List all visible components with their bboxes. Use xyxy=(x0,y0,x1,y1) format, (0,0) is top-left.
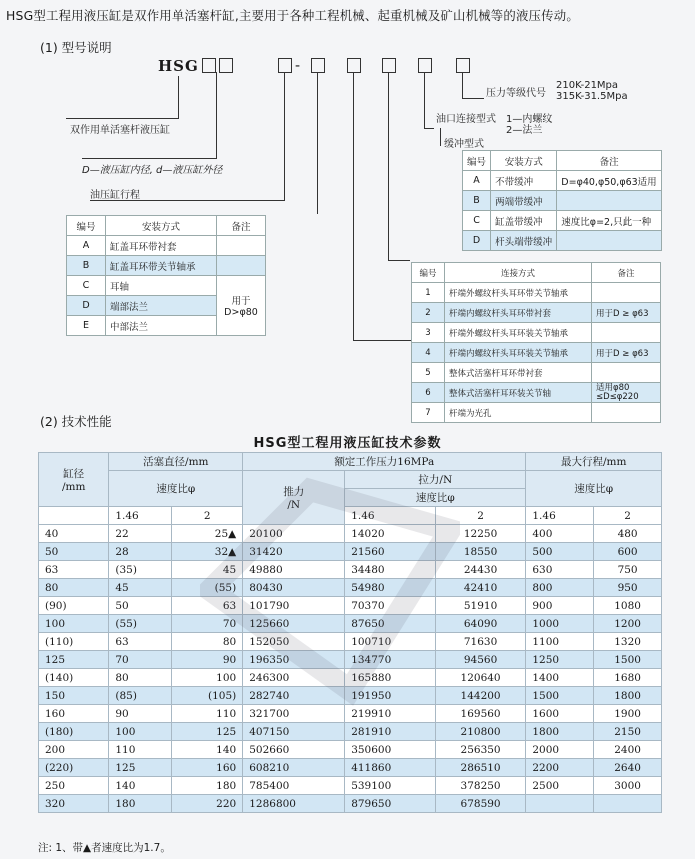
table-cell: 160 xyxy=(172,759,243,777)
table-row xyxy=(39,705,662,723)
table-row xyxy=(39,777,662,795)
table-cell: 1800 xyxy=(594,687,662,705)
cushion-c-remark: 速度比φ=2,只此一种 xyxy=(557,211,662,231)
intro-text: HSG型工程用液压缸是双作用单活塞杆缸,主要用于各种工程机械、起重机械及矿山机械等的液压传动。 xyxy=(6,8,579,23)
table-cell: 321700 xyxy=(243,705,345,723)
connect-3-remark xyxy=(592,323,661,343)
spec-h-stroke: 最大行程/mm xyxy=(526,453,662,471)
table-cell: 100710 xyxy=(345,633,436,651)
connect-6-no: 6 xyxy=(412,383,445,403)
table-cell: 219910 xyxy=(345,705,436,723)
table-cell: 246300 xyxy=(243,669,345,687)
spec-h-pull: 拉力/N xyxy=(345,471,526,489)
table-cell: 31420 xyxy=(243,543,345,561)
table-cell: 101790 xyxy=(243,597,345,615)
cushion-h-no: 编号 xyxy=(463,151,491,171)
table-cell: 180 xyxy=(109,795,172,813)
table-cell: (55) xyxy=(109,615,172,633)
table-cell: 480 xyxy=(594,525,662,543)
label-cylinder-type: 双作用单活塞杆液压缸 xyxy=(70,125,170,136)
table-row xyxy=(39,651,662,669)
table-cell: 134770 xyxy=(345,651,436,669)
table-cell: 600 xyxy=(594,543,662,561)
table-cell: (55) xyxy=(172,579,243,597)
connect-1-remark xyxy=(592,283,661,303)
table-cell: (220) xyxy=(39,759,109,777)
cushion-h-type: 安装方式 xyxy=(491,151,557,171)
spec-h-rod: 活塞直径/mm xyxy=(109,453,243,471)
table-row xyxy=(39,597,662,615)
table-cell: 160 xyxy=(39,705,109,723)
table-cell: 22 xyxy=(109,525,172,543)
table-cell: 1320 xyxy=(594,633,662,651)
table-cell: 950 xyxy=(594,579,662,597)
table-cell: 90 xyxy=(109,705,172,723)
table-cell: 90 xyxy=(172,651,243,669)
table-cell: 50 xyxy=(109,597,172,615)
cushion-c-type: 缸盖带缓冲 xyxy=(491,211,557,231)
table-cell: 2400 xyxy=(594,741,662,759)
mount-table xyxy=(66,215,266,336)
spec-h-stroke-2: 2 xyxy=(594,507,662,525)
code-box-6 xyxy=(382,58,396,73)
code-box-2 xyxy=(219,58,233,73)
code-box-8 xyxy=(456,58,470,73)
table-cell: 94560 xyxy=(435,651,526,669)
table-cell: 630 xyxy=(526,561,594,579)
connect-6-remark: 适用φ80 ≤D≤φ220 xyxy=(592,383,661,403)
table-cell: 411860 xyxy=(345,759,436,777)
mount-e-no: E xyxy=(67,316,106,336)
table-row xyxy=(39,543,662,561)
table-cell: 71630 xyxy=(435,633,526,651)
cushion-h-remark: 备注 xyxy=(557,151,662,171)
cushion-table xyxy=(462,150,662,251)
table-cell: 150 xyxy=(39,687,109,705)
table-cell: 1250 xyxy=(526,651,594,669)
table-cell: 320 xyxy=(39,795,109,813)
table-cell: 40 xyxy=(39,525,109,543)
table-cell: 25▲ xyxy=(172,525,243,543)
table-cell: 1080 xyxy=(594,597,662,615)
table-cell: 1500 xyxy=(526,687,594,705)
table-cell: 110 xyxy=(109,741,172,759)
table-cell: 140 xyxy=(172,741,243,759)
label-diameter: D—液压缸内径, d—液压缸外径 xyxy=(82,165,223,176)
table-cell: 12250 xyxy=(435,525,526,543)
table-cell: (180) xyxy=(39,723,109,741)
table-cell: (90) xyxy=(39,597,109,615)
cushion-a-type: 不带缓冲 xyxy=(491,171,557,191)
table-cell: 165880 xyxy=(345,669,436,687)
connect-3-type: 杆端外螺纹杆头耳环装关节轴承 xyxy=(445,323,592,343)
table-cell: 28 xyxy=(109,543,172,561)
table-cell: 879650 xyxy=(345,795,436,813)
cushion-a-no: A xyxy=(463,171,491,191)
table-cell: 281910 xyxy=(345,723,436,741)
table-cell: 63 xyxy=(109,633,172,651)
label-pressure-code: 压力等级代号 xyxy=(486,88,546,99)
table-cell: 2500 xyxy=(526,777,594,795)
cushion-d-no: D xyxy=(463,231,491,251)
table-cell: (105) xyxy=(172,687,243,705)
connect-2-no: 2 xyxy=(412,303,445,323)
table-cell: 2000 xyxy=(526,741,594,759)
table-cell: 1800 xyxy=(526,723,594,741)
mount-h-remark: 备注 xyxy=(217,216,266,236)
table-cell: 51910 xyxy=(435,597,526,615)
spec-h-push: 推力 xyxy=(283,486,305,498)
table-cell: 63 xyxy=(172,597,243,615)
spec-h-bore-cell xyxy=(39,453,109,507)
connect-7-no: 7 xyxy=(412,403,445,423)
table-cell: 140 xyxy=(109,777,172,795)
connect-5-no: 5 xyxy=(412,363,445,383)
table-cell: 110 xyxy=(172,705,243,723)
table-cell: 100 xyxy=(39,615,109,633)
table-cell: 21560 xyxy=(345,543,436,561)
code-box-4 xyxy=(311,58,325,73)
table-cell: 210800 xyxy=(435,723,526,741)
table-cell: 34480 xyxy=(345,561,436,579)
table-cell xyxy=(594,795,662,813)
table-cell: 407150 xyxy=(243,723,345,741)
spec-h-pressure: 额定工作压力16MPa xyxy=(243,453,526,471)
spec-table xyxy=(38,452,662,813)
table-cell: 45 xyxy=(109,579,172,597)
table-cell: 220 xyxy=(172,795,243,813)
spec-h-rod-2: 2 xyxy=(172,507,243,525)
table-row xyxy=(39,759,662,777)
connect-table xyxy=(411,262,661,423)
table-cell: 18550 xyxy=(435,543,526,561)
label-port-type: 油口连接型式 xyxy=(436,114,496,125)
connect-5-remark xyxy=(592,363,661,383)
table-cell: 800 xyxy=(526,579,594,597)
code-box-7 xyxy=(418,58,432,73)
table-cell: 2150 xyxy=(594,723,662,741)
cushion-d-type: 杆头端带缓冲 xyxy=(491,231,557,251)
table-row xyxy=(39,795,662,813)
spec-h-pull-2: 2 xyxy=(435,507,526,525)
connect-1-type: 杆端外螺纹杆头耳环带关节轴承 xyxy=(445,283,592,303)
label-port-2: 2—法兰 xyxy=(506,125,543,136)
table-cell: 900 xyxy=(526,597,594,615)
table-cell: 191950 xyxy=(345,687,436,705)
mount-d-no: D xyxy=(67,296,106,316)
table-row xyxy=(39,615,662,633)
connect-4-no: 4 xyxy=(412,343,445,363)
mount-remark: 用于 D>φ80 xyxy=(217,276,266,336)
table-cell: 250 xyxy=(39,777,109,795)
cushion-a-remark: D=φ40,φ50,φ63适用 xyxy=(557,171,662,191)
mount-b-type: 缸盖耳环带关节轴承 xyxy=(106,256,217,276)
table-row xyxy=(39,687,662,705)
spec-h-stroke-speed: 速度比φ xyxy=(526,471,662,507)
table-cell: 256350 xyxy=(435,741,526,759)
table-cell: 539100 xyxy=(345,777,436,795)
table-cell: 50 xyxy=(39,543,109,561)
spec-h-push-unit: /N xyxy=(287,499,301,511)
table-cell: 45 xyxy=(172,561,243,579)
table-cell: 54980 xyxy=(345,579,436,597)
table-cell: 500 xyxy=(526,543,594,561)
table-row xyxy=(39,579,662,597)
mount-e-type: 中部法兰 xyxy=(106,316,217,336)
table-cell: 282740 xyxy=(243,687,345,705)
table-cell: 24430 xyxy=(435,561,526,579)
table-cell: 400 xyxy=(526,525,594,543)
table-cell: 608210 xyxy=(243,759,345,777)
spec-h-rod-speed: 速度比φ xyxy=(109,471,243,507)
table-cell: 1000 xyxy=(526,615,594,633)
table-cell: 378250 xyxy=(435,777,526,795)
connect-h-no: 编号 xyxy=(412,263,445,283)
spec-h-rod-146: 1.46 xyxy=(109,507,172,525)
table-cell: 100 xyxy=(172,669,243,687)
connect-5-type: 整体式活塞杆耳环带衬套 xyxy=(445,363,592,383)
spec-h-pull-speed: 速度比φ xyxy=(345,489,526,507)
label-stroke: 油压缸行程 xyxy=(90,190,140,201)
code-box-5 xyxy=(347,58,361,73)
table-cell: (85) xyxy=(109,687,172,705)
connect-3-no: 3 xyxy=(412,323,445,343)
table-cell: 125660 xyxy=(243,615,345,633)
table-cell: 750 xyxy=(594,561,662,579)
table-cell: 1200 xyxy=(594,615,662,633)
connect-7-type: 杆端为光孔 xyxy=(445,403,592,423)
table-note: 注: 1、带▲者速度比为1.7。 xyxy=(38,842,171,854)
mount-c-type: 耳轴 xyxy=(106,276,217,296)
table-cell: 2640 xyxy=(594,759,662,777)
table-cell: 125 xyxy=(172,723,243,741)
mount-b-remark-empty xyxy=(217,256,266,276)
table-cell: 80 xyxy=(172,633,243,651)
code-box-1 xyxy=(202,58,216,73)
mount-h-type: 安装方式 xyxy=(106,216,217,236)
spec-h-bore: 缸径 xyxy=(63,468,85,480)
mount-a-remark-empty xyxy=(217,236,266,256)
table-row xyxy=(39,669,662,687)
connect-4-remark: 用于D ≥ φ63 xyxy=(592,343,661,363)
table-cell: 152050 xyxy=(243,633,345,651)
table-row xyxy=(39,741,662,759)
table-cell: 1400 xyxy=(526,669,594,687)
label-pressure-315: 315K-31.5Mpa xyxy=(556,91,628,102)
spec-h-push-cell xyxy=(243,471,345,525)
table-cell: 14020 xyxy=(345,525,436,543)
table-cell: 80430 xyxy=(243,579,345,597)
table-cell: 49880 xyxy=(243,561,345,579)
table-cell: 350600 xyxy=(345,741,436,759)
cushion-b-type: 两端带缓冲 xyxy=(491,191,557,211)
table-cell: (140) xyxy=(39,669,109,687)
table-cell: 64090 xyxy=(435,615,526,633)
label-port-1: 1—内螺纹 xyxy=(506,114,553,125)
table-cell xyxy=(526,795,594,813)
connect-4-type: 杆端内螺纹杆头耳环装关节轴承 xyxy=(445,343,592,363)
table-cell: 63 xyxy=(39,561,109,579)
table-cell: 196350 xyxy=(243,651,345,669)
mount-a-type: 缸盖耳环带衬套 xyxy=(106,236,217,256)
cushion-b-remark xyxy=(557,191,662,211)
section-2-title: (2) 技术性能 xyxy=(40,414,112,429)
connect-h-type: 连接方式 xyxy=(445,263,592,283)
table-cell: 678590 xyxy=(435,795,526,813)
table-cell: 87650 xyxy=(345,615,436,633)
table-cell: 32▲ xyxy=(172,543,243,561)
mount-c-no: C xyxy=(67,276,106,296)
table-cell: 169560 xyxy=(435,705,526,723)
cushion-c-no: C xyxy=(463,211,491,231)
table-cell: 1900 xyxy=(594,705,662,723)
table-cell: 120640 xyxy=(435,669,526,687)
table-cell: 80 xyxy=(39,579,109,597)
table-cell: 3000 xyxy=(594,777,662,795)
table-cell: 200 xyxy=(39,741,109,759)
mount-d-type: 端部法兰 xyxy=(106,296,217,316)
section-1-title: (1) 型号说明 xyxy=(40,40,112,55)
model-prefix: HSG xyxy=(158,57,199,75)
table-row xyxy=(39,561,662,579)
table-cell: 80 xyxy=(109,669,172,687)
spec-h-empty xyxy=(39,507,109,525)
connect-1-no: 1 xyxy=(412,283,445,303)
table-cell: 2200 xyxy=(526,759,594,777)
table-cell: 42410 xyxy=(435,579,526,597)
connect-2-remark: 用于D ≥ φ63 xyxy=(592,303,661,323)
spec-h-pull-146: 1.46 xyxy=(345,507,436,525)
table-row xyxy=(39,723,662,741)
table-cell: 125 xyxy=(39,651,109,669)
table-cell: 286510 xyxy=(435,759,526,777)
connect-7-remark xyxy=(592,403,661,423)
label-pressure-210: 210K-21Mpa xyxy=(556,80,619,91)
table-cell: 502660 xyxy=(243,741,345,759)
spec-h-stroke-146: 1.46 xyxy=(526,507,594,525)
table-row xyxy=(39,525,662,543)
table-cell: 785400 xyxy=(243,777,345,795)
code-box-3 xyxy=(278,58,292,73)
model-dash: - xyxy=(295,56,302,74)
table-cell: 100 xyxy=(109,723,172,741)
cushion-d-remark xyxy=(557,231,662,251)
mount-a-no: A xyxy=(67,236,106,256)
table-cell: 1600 xyxy=(526,705,594,723)
label-cushion-type: 缓冲型式 xyxy=(444,139,484,150)
table-cell: 180 xyxy=(172,777,243,795)
connect-2-type: 杆端内螺纹杆头耳环带衬套 xyxy=(445,303,592,323)
table-cell: (110) xyxy=(39,633,109,651)
mount-b-no: B xyxy=(67,256,106,276)
table-cell: 144200 xyxy=(435,687,526,705)
table-cell: 1680 xyxy=(594,669,662,687)
spec-h-bore-unit: /mm xyxy=(61,481,86,493)
spec-table-body xyxy=(39,525,662,813)
mount-h-no: 编号 xyxy=(67,216,106,236)
table-cell: 1500 xyxy=(594,651,662,669)
table-cell: 1100 xyxy=(526,633,594,651)
table-cell: 70 xyxy=(172,615,243,633)
connect-h-remark: 备注 xyxy=(592,263,661,283)
table-cell: 70370 xyxy=(345,597,436,615)
table-cell: 125 xyxy=(109,759,172,777)
table-title: HSG型工程用液压缸技术参数 xyxy=(253,436,442,451)
cushion-b-no: B xyxy=(463,191,491,211)
table-cell: 1286800 xyxy=(243,795,345,813)
table-cell: (35) xyxy=(109,561,172,579)
table-row xyxy=(39,633,662,651)
table-cell: 70 xyxy=(109,651,172,669)
connect-6-type: 整体式活塞杆耳环装关节轴 xyxy=(445,383,592,403)
table-cell: 20100 xyxy=(243,525,345,543)
